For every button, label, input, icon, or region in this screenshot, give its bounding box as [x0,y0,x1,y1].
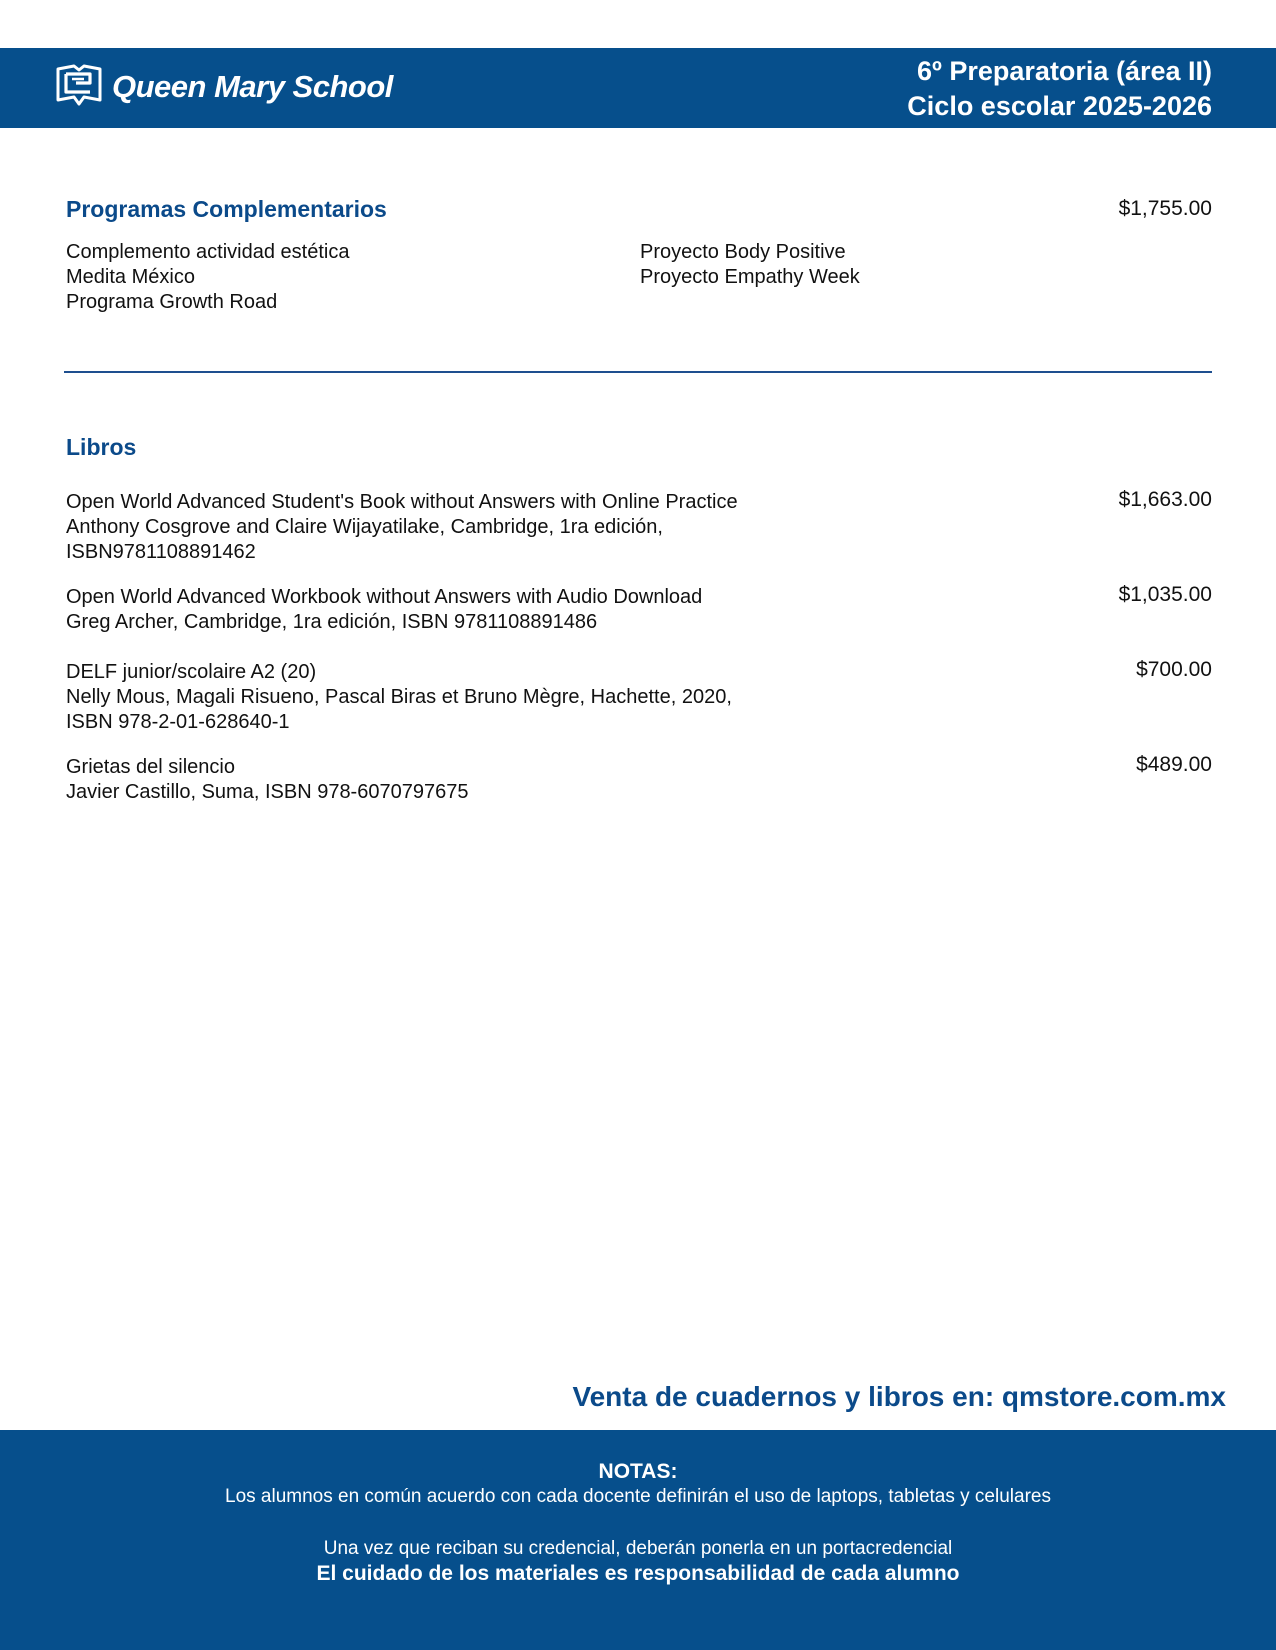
book-title: Grietas del silencio [66,756,235,778]
section-divider [64,371,1212,373]
store-promo: Venta de cuadernos y libros en: qmstore.com.mx [572,1381,1226,1412]
book-item [66,585,1214,635]
books-title: Libros [66,434,137,460]
book-title: Open World Advanced Workbook without Answers with Audio Download [66,586,703,608]
programs-price: $1,755.00 [1118,197,1212,220]
book-title: Open World Advanced Student's Book without Answers with Online Practice [66,491,738,513]
book-isbn: ISBN9781108891462 [66,541,256,563]
header-bar [0,48,1276,128]
program-item: Complemento actividad estética [66,241,350,263]
grade-label: 6º Preparatoria (área II) [917,56,1212,86]
programs-list-left [66,240,349,315]
program-item: Proyecto Body Positive [640,241,846,263]
school-cycle-label: Ciclo escolar 2025-2026 [907,91,1212,121]
book-item [66,660,1214,735]
book-price: $489.00 [1136,753,1212,776]
notes-footer [0,1430,1276,1650]
book-price: $1,663.00 [1118,488,1212,511]
book-authors: Anthony Cosgrove and Claire Wijayatilake, Cambridge, 1ra edición, [66,516,663,538]
book-title: DELF junior/scolaire A2 (20) [66,661,317,683]
note-devices: Los alumnos en común acuerdo con cada docente definirán el uso de laptops, tabletas y celulares [225,1486,1051,1507]
book-price: $1,035.00 [1118,583,1212,606]
note-materials: El cuidado de los materiales es responsabilidad de cada alumno [316,1562,960,1585]
book-details [66,660,1214,735]
program-item: Medita México [66,266,195,288]
book-item [66,490,1214,565]
book-authors: Nelly Mous, Magali Risueno, Pascal Biras et Bruno Mègre, Hachette, 2020, [66,686,732,708]
book-details [66,490,1214,565]
program-item: Programa Growth Road [66,291,278,313]
book-shield-logo-icon [54,64,104,110]
book-authors: Javier Castillo, Suma, ISBN 978-6070797675 [66,781,469,803]
programs-list-right [640,240,860,290]
book-item [66,755,1214,805]
note-credential: Una vez que reciban su credencial, deberán ponerla en un portacredencial [323,1538,953,1559]
book-price: $700.00 [1136,658,1212,681]
book-isbn: ISBN 978-2-01-628640-1 [66,711,290,733]
book-details [66,585,1214,635]
programs-title: Programas Complementarios [66,196,387,222]
header-info [907,54,1212,124]
school-name: Queen Mary School [112,69,393,104]
book-authors: Greg Archer, Cambridge, 1ra edición, ISBN 9781108891486 [66,611,598,633]
school-logo [54,64,393,110]
book-details [66,755,1214,805]
notes-title: NOTAS: [598,1460,678,1483]
program-item: Proyecto Empathy Week [640,266,860,288]
